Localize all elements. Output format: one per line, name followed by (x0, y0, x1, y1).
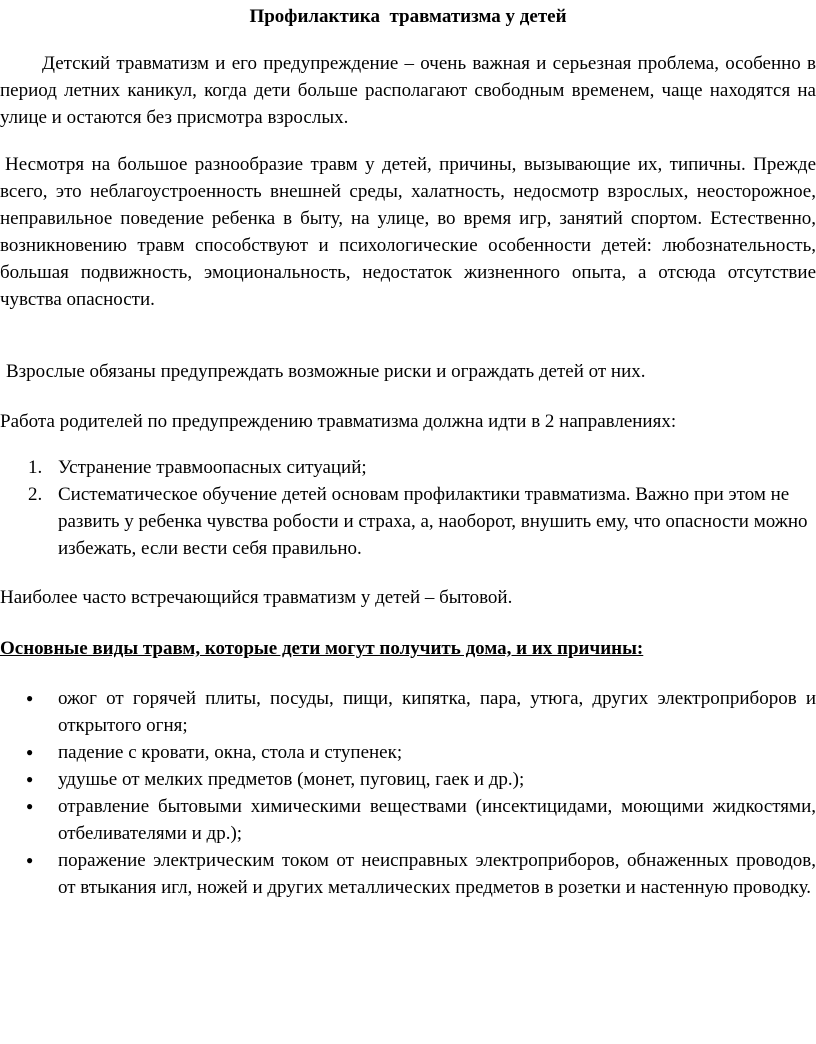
list-item-text: отравление бытовыми химическими веществами (инсектицидами, моющими жидкостями, отбеливателями и др.); (58, 796, 816, 844)
bullet-icon: ● (26, 691, 34, 705)
list-item (0, 793, 816, 847)
intro-paragraph: Детский травматизм и его предупреждение – очень важная и серьезная проблема, особенно в период летних каникул, когда дети больше располагают свободным временем, чаще находятся на улице и остаются без присмотра взрослых. (0, 53, 816, 128)
bullet-icon: ● (26, 853, 34, 867)
list-item-text: ожог от горячей плиты, посуды, пищи, кипятка, пара, утюга, других электроприборов и открытого огня; (58, 688, 816, 736)
parents-work-paragraph: Работа родителей по предупреждению травматизма должна идти в 2 направлениях: (0, 411, 677, 432)
bullet-icon: ● (26, 772, 34, 786)
bullet-icon: ● (26, 799, 34, 813)
directions-list (0, 454, 816, 562)
injury-types-list (0, 685, 816, 901)
list-item-text: Систематическое обучение детей основам профилактики травматизма. Важно при этом не развить у ребенка чувства робости и страха, а, наоборот, внушить ему, что опасности можно избежать, если вести себя правильно. (58, 484, 808, 559)
list-item (0, 481, 816, 562)
list-item (0, 847, 816, 901)
list-item-text: падение с кровати, окна, стола и ступенек; (58, 742, 403, 763)
list-item (0, 454, 816, 481)
causes-paragraph: Несмотря на большое разнообразие травм у детей, причины, вызывающие их, типичны. Прежде всего, это неблагоустроенность внешней среды, халатность, недосмотр взрослых, неосторожное, неправильное поведение ребенка в быту, на улице, во время игр, занятий спортом. Естественно, возникновению травм способствуют и психологические особенности детей: любознательность, большая подвижность, эмоциональность, недостаток жизненного опыта, а отсюда отсутствие чувства опасности. (0, 154, 816, 310)
list-item (0, 766, 816, 793)
bullet-icon: ● (26, 745, 34, 759)
list-item (0, 739, 816, 766)
section-heading: Основные виды травм, которые дети могут получить дома, и их причины: (0, 638, 644, 659)
list-item-text: удушье от мелких предметов (монет, пуговиц, гаек и др.); (58, 769, 525, 790)
list-item-text: Устранение травмоопасных ситуаций; (58, 457, 367, 478)
list-number: 2. (28, 484, 43, 505)
list-item (0, 685, 816, 739)
list-item-text: поражение электрическим током от неисправных электроприборов, обнаженных проводов, от втыкания игл, ножей и других металлических предметов в розетки и настенную проводку. (58, 850, 816, 898)
adults-duty-paragraph: Взрослые обязаны предупреждать возможные риски и ограждать детей от них. (6, 361, 646, 382)
list-number: 1. (28, 457, 43, 478)
household-trauma-paragraph: Наиболее часто встречающийся травматизм у детей – бытовой. (0, 587, 513, 608)
document-title: Профилактика травматизма у детей (249, 6, 567, 27)
